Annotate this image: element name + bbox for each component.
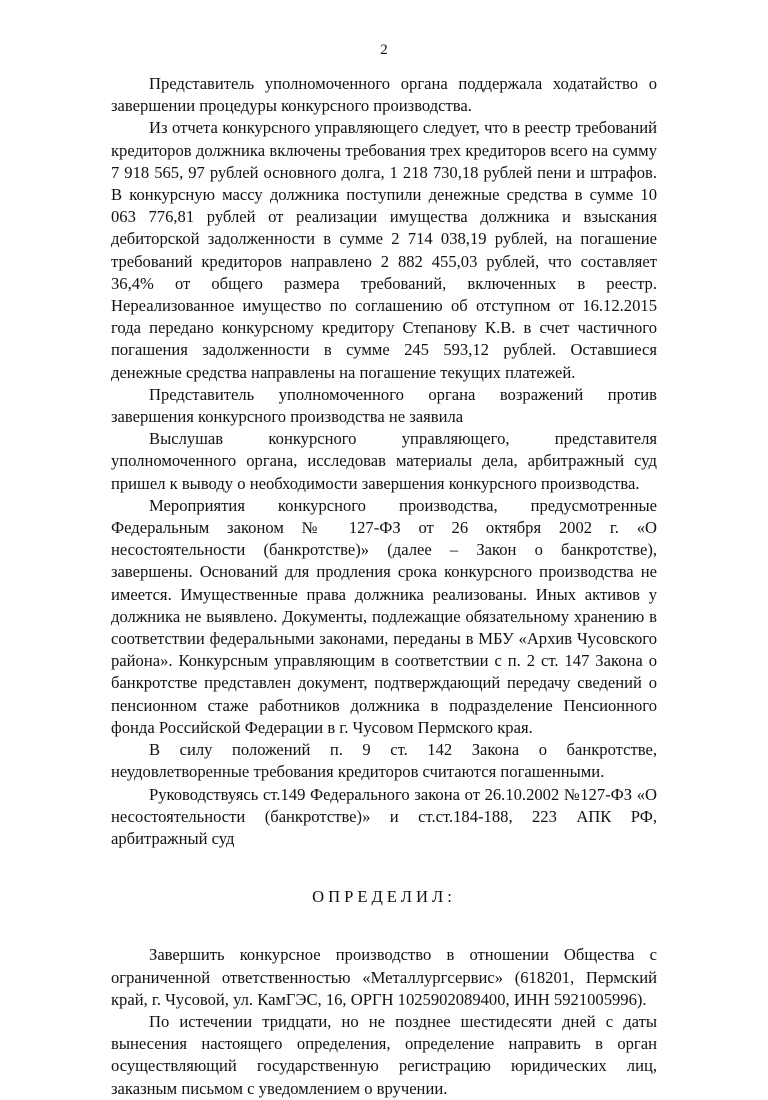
paragraph-court-conclusion: Выслушав конкурсного управляющего, представителя уполномоченного органа, исследовав материалы дела, арбитражный суд пришел к выводу о необходимости завершения конкурсного производства. <box>111 429 657 493</box>
page-number: 2 <box>380 42 388 58</box>
document-body <box>111 73 657 1100</box>
paragraph-send-determination: По истечении тридцати, но не позднее шестидесяти дней с даты вынесения настоящего определения, определение направить в орган осуществляющий государственную регистрацию юридических лиц, заказным письмом с уведомлением о вручении. <box>111 1011 657 1098</box>
paragraph-receiver-report: Из отчета конкурсного управляющего следует, что в реестр требований кредиторов должника включены требования трех кредиторов всего на сумму 7 918 565, 97 рублей основного долга, 1 218 730,18 рублей пени и штрафов. В конкурсную массу должника поступили денежные средства в сумме 10 063 776,81 рублей от реализации имущества должника и взыскания дебиторской задолженности в сумме 2 714 038,19 рублей, на погашение требований кредиторов направлено 2 882 455,03 рублей, что составляет 36,4% от общего размера требований, включенных в реестр. Нереализованное имущество по соглашению об отступном от 16.12.2015 года передано конкурсному кредитору Степанову К.В. в счет частичного погашения задолженности в сумме 245 593,12 рублей. Оставшиеся денежные средства направлены на погашение текущих платежей. <box>111 118 657 382</box>
paragraph-legal-basis: Руководствуясь ст.149 Федерального закона от 26.10.2002 №127-ФЗ «О несостоятельности (банкротстве)» и ст.ст.184-188, 223 АПК РФ, арбитражный суд <box>111 784 657 848</box>
paragraph-claims-repaid: В силу положений п. 9 ст. 142 Закона о банкротстве, неудовлетворенные требования кредиторов считаются погашенными. <box>111 740 657 782</box>
verdict-heading: ОПРЕДЕЛИЛ: <box>312 887 456 907</box>
paragraph-complete-proceedings: Завершить конкурсное производство в отношении Общества с ограниченной ответственностью «Металлургсервис» (618201, Пермский край, г. Чусовой, ул. КамГЭС, 16, ОРГН 1025902089400, ИНН 5921005996). <box>111 945 657 1009</box>
paragraph-no-objections: Представитель уполномоченного органа возражений против завершения конкурсного производства не заявила <box>111 384 657 427</box>
paragraph-measures-completed: Мероприятия конкурсного производства, предусмотренные Федеральным законом № 127-ФЗ от 26 октября 2002 г. «О несостоятельности (банкротстве)» (далее – Закон о банкротстве), завершены. Оснований для продления срока конкурсного производства не имеется. Имущественные права должника реализованы. Иных активов у должника не выявлено. Документы, подлежащие обязательному хранению в соответствии федеральными законами, переданы в МБУ «Архив Чусовского района». Конкурсным управляющим в соответствии с п. 2 ст. 147 Закона о банкротстве представлен документ, подтверждающий передачу сведений о пенсионном стаже работников должника в подразделение Пенсионного фонда Российской Федерации в г. Чусовом Пермского края. <box>111 495 657 737</box>
paragraph-authority-petition: Представитель уполномоченного органа поддержала ходатайство о завершении процедуры конкурсного производства. <box>111 74 657 116</box>
